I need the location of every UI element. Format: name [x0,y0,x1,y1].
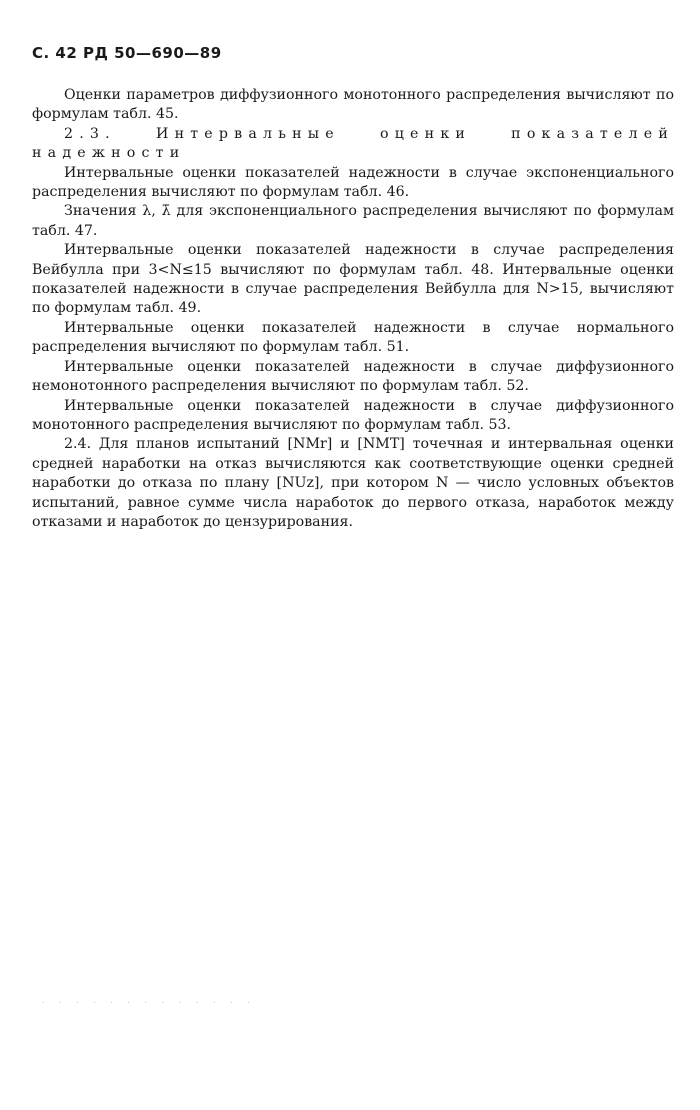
paragraph-1: Оценки параметров диффузионного монотонного распределения вычисляют по формулам табл. 45. [32,87,674,123]
paragraph-7: Интервальные оценки показателей надежности в случае диффузионного монотонного распределения вычисляют по формулам табл. 53. [32,397,674,433]
paragraph-2: Интервальные оценки показателей надежности в случае экспоненциального распределения вычисляют по формулам табл. 46. [32,164,674,201]
paragraph-8: 2.4. Для планов испытаний [NMr] и [NMT] точечная и интервальная оценки средней наработки на отказ вычисляются как соответствующие оценки средней наработки до отказа по плану [NUz], при котором N — число условных объектов испытаний, равное сумме числа наработок до первого отказа, наработок между отказами и наработок до цензурирования. [32,436,674,530]
paragraph-6: Интервальные оценки показателей надежности в случае диффузионного немонотонного распределения вычисляют по формулам табл. 52. [32,358,674,395]
paragraph-3: Значения λ, λ̄ для экспоненциального распределения вычисляют по формулам табл. 47. [32,203,674,239]
paragraph-4: Интервальные оценки показателей надежности в случае распределения Вейбулла при 3<N≤15 вычисляют по формулам табл. 48. Интервальные оценки показателей надежности в случае распределения Вейбулла для N>15, вычисляют по формулам табл. 49. [32,242,674,317]
page-header: С. 42 РД 50—690—89 [32,44,222,62]
scan-noise: . . . . . . . . . . . . . [42,996,256,1005]
document-body [32,86,674,532]
paragraph-5: Интервальные оценки показателей надежности в случае нормального распределения вычисляют по формулам табл. 51. [32,319,674,356]
section-heading: 2.3. Интервальные оценки показателей надежности [32,125,674,162]
